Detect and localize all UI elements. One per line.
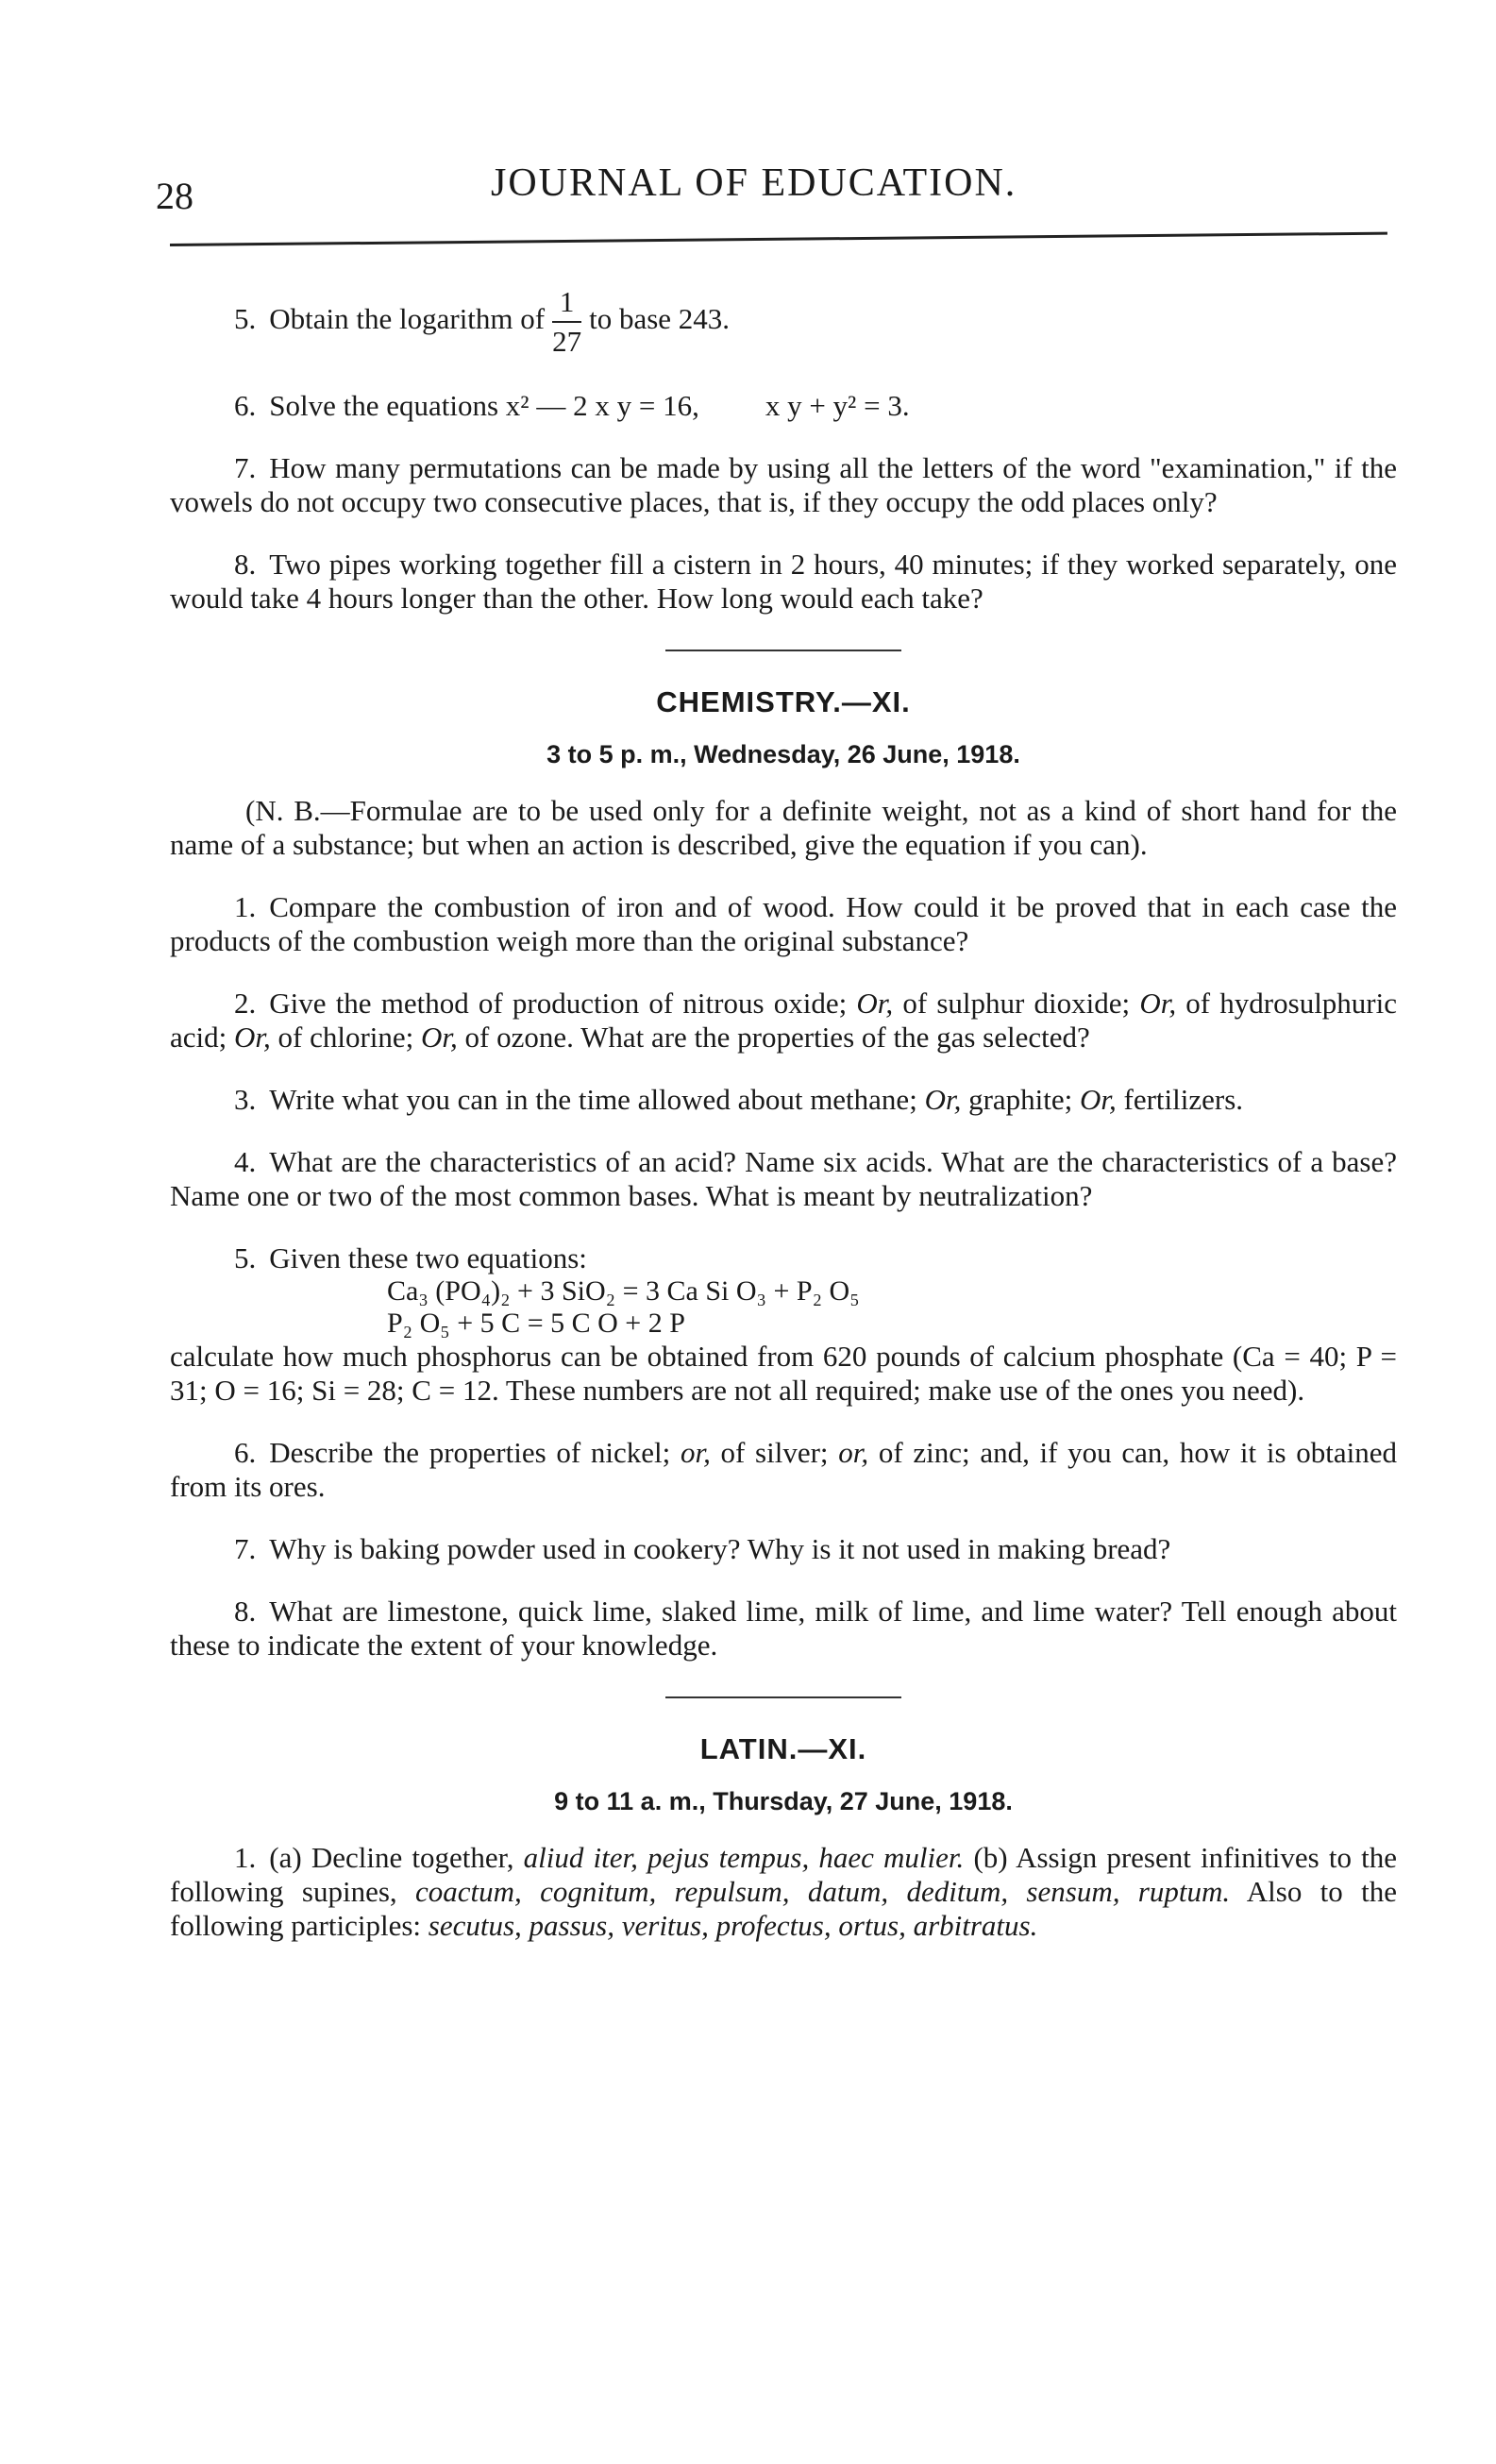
question-text: (b) Assign present infinitives to the following supines, xyxy=(170,1841,1398,1908)
question-number: 8. xyxy=(234,1595,257,1628)
chemistry-question-1 xyxy=(170,890,1397,958)
latin-question-1 xyxy=(170,1841,1397,1943)
question-text: Compare the combustion of iron and of wood. How could it be proved that in each case the products of the combustion weigh more than the original substance? xyxy=(170,890,1397,957)
page-number: 28 xyxy=(156,175,193,217)
question-number: 8. xyxy=(234,548,257,581)
equation-1: Ca₃ (PO₄)₂ + 3 SiO₂ = 3 Ca Si O₃ + P₂ O₅ xyxy=(387,1275,860,1307)
question-text: Two pipes working together fill a cistern in 2 hours, 40 minutes; if they worked separately, one would take 4 hours longer than the other. How long would each take? xyxy=(170,548,1397,615)
chemistry-time: 3 to 5 p. m., Wednesday, 26 June, 1918. xyxy=(546,740,1020,768)
chemistry-note: (N. B.—Formulae are to be used only for a definite weight, not as a kind of short hand for the name of a substance; but when an action is described, give the equation if you can). xyxy=(170,794,1397,861)
question-number: 2. xyxy=(234,987,257,1020)
or-word: Or, xyxy=(924,1083,962,1116)
fraction xyxy=(552,283,581,361)
section-divider xyxy=(665,1696,901,1698)
question-text: Given these two equations: xyxy=(269,1241,587,1274)
question-text: calculate how much phosphorus can be obtained from 620 pounds of calcium phosphate (Ca = 40; P = 31; O = 16; Si = 28; C = 12. These numbers are not all required; make use of the ones you need). xyxy=(170,1340,1397,1407)
question-text: graphite; xyxy=(968,1083,1073,1116)
algebra-question-6 xyxy=(170,389,1397,423)
algebra-question-5 xyxy=(170,283,1397,361)
question-number: 1. xyxy=(234,1841,257,1874)
question-text: Describe the properties of nickel; xyxy=(269,1436,671,1469)
chemistry-question-3 xyxy=(170,1083,1397,1117)
question-text: (a) Decline together, xyxy=(269,1841,514,1874)
question-number: 6. xyxy=(234,389,257,422)
question-number: 5. xyxy=(234,1241,257,1274)
chemistry-question-4 xyxy=(170,1145,1397,1213)
question-text: Write what you can in the time allowed about methane; xyxy=(269,1083,917,1116)
question-text: Obtain the logarithm of xyxy=(269,302,546,336)
or-word: or, xyxy=(680,1436,711,1469)
question-number: 7. xyxy=(234,1532,257,1565)
question-text: fertilizers. xyxy=(1123,1083,1244,1116)
or-word: Or, xyxy=(856,987,894,1020)
question-text: of silver; xyxy=(720,1436,829,1469)
equation-2: P₂ O₅ + 5 C = 5 C O + 2 P xyxy=(387,1308,685,1339)
question-number: 1. xyxy=(234,890,257,923)
question-text: Also to the following participles: xyxy=(170,1875,1397,1942)
question-text: How many permutations can be made by using all the letters of the word "examination," if the vowels do not occupy two consecutive places, that is, if they occupy the odd places only? xyxy=(170,451,1397,518)
or-word: Or, xyxy=(1080,1083,1117,1116)
chemistry-title: CHEMISTRY.—XI. xyxy=(656,685,911,718)
or-word: or, xyxy=(838,1436,869,1469)
latin-title: LATIN.—XI. xyxy=(699,1732,867,1765)
page-header xyxy=(0,160,1496,227)
question-text: of hydrosulphuric acid; xyxy=(170,987,1398,1054)
algebra-question-8 xyxy=(170,548,1397,616)
fraction-denominator: 27 xyxy=(552,325,582,358)
question-text: What are limestone, quick lime, slaked lime, milk of lime, and lime water? Tell enough about these to indicate the extent of your knowledge. xyxy=(170,1595,1397,1662)
or-word: Or, xyxy=(421,1021,458,1054)
journal-title: JOURNAL OF EDUCATION. xyxy=(491,161,1017,205)
or-word: Or, xyxy=(234,1021,271,1054)
latin-words: secutus, passus, veritus, profectus, ortus, arbitratus. xyxy=(428,1909,1038,1942)
question-text: What are the characteristics of an acid? Name six acids. What are the characteristics of a base? Name one or two of the most common bases. What is meant by neutralization? xyxy=(170,1145,1397,1212)
algebra-question-7 xyxy=(170,451,1397,519)
chemistry-question-6 xyxy=(170,1436,1397,1504)
question-text: of ozone. What are the properties of the gas selected? xyxy=(464,1021,1090,1054)
latin-words: coactum, cognitum, repulsum, datum, deditum, sensum, ruptum. xyxy=(414,1875,1231,1908)
content xyxy=(170,274,1397,1971)
question-number: 3. xyxy=(234,1083,257,1116)
question-text: Give the method of production of nitrous oxide; xyxy=(269,987,848,1020)
chemistry-question-2 xyxy=(170,987,1397,1055)
or-word: Or, xyxy=(1139,987,1177,1020)
equation-1: Solve the equations x² — 2 x y = 16, xyxy=(269,389,699,422)
question-text: of chlorine; xyxy=(277,1021,414,1054)
equation-2: x y + y² = 3. xyxy=(765,389,910,422)
chemistry-question-8 xyxy=(170,1595,1397,1662)
header-rule xyxy=(170,232,1387,246)
question-text: of zinc; and, if you can, how it is obtained from its ores. xyxy=(170,1436,1397,1503)
question-number: 4. xyxy=(234,1145,257,1178)
question-text: Why is baking powder used in cookery? Why is it not used in making bread? xyxy=(269,1532,1171,1565)
chemistry-question-5 xyxy=(170,1241,1397,1408)
question-number: 6. xyxy=(234,1436,257,1469)
chemistry-question-7 xyxy=(170,1532,1397,1566)
latin-time: 9 to 11 a. m., Thursday, 27 June, 1918. xyxy=(554,1787,1013,1815)
question-number: 7. xyxy=(234,451,257,484)
question-number: 5. xyxy=(234,302,257,336)
latin-words: aliud iter, pejus tempus, haec mulier. xyxy=(523,1841,965,1874)
question-text: to base 243. xyxy=(589,302,731,336)
section-divider xyxy=(665,650,901,651)
fraction-numerator: 1 xyxy=(552,283,581,323)
question-text: of sulphur dioxide; xyxy=(902,987,1131,1020)
